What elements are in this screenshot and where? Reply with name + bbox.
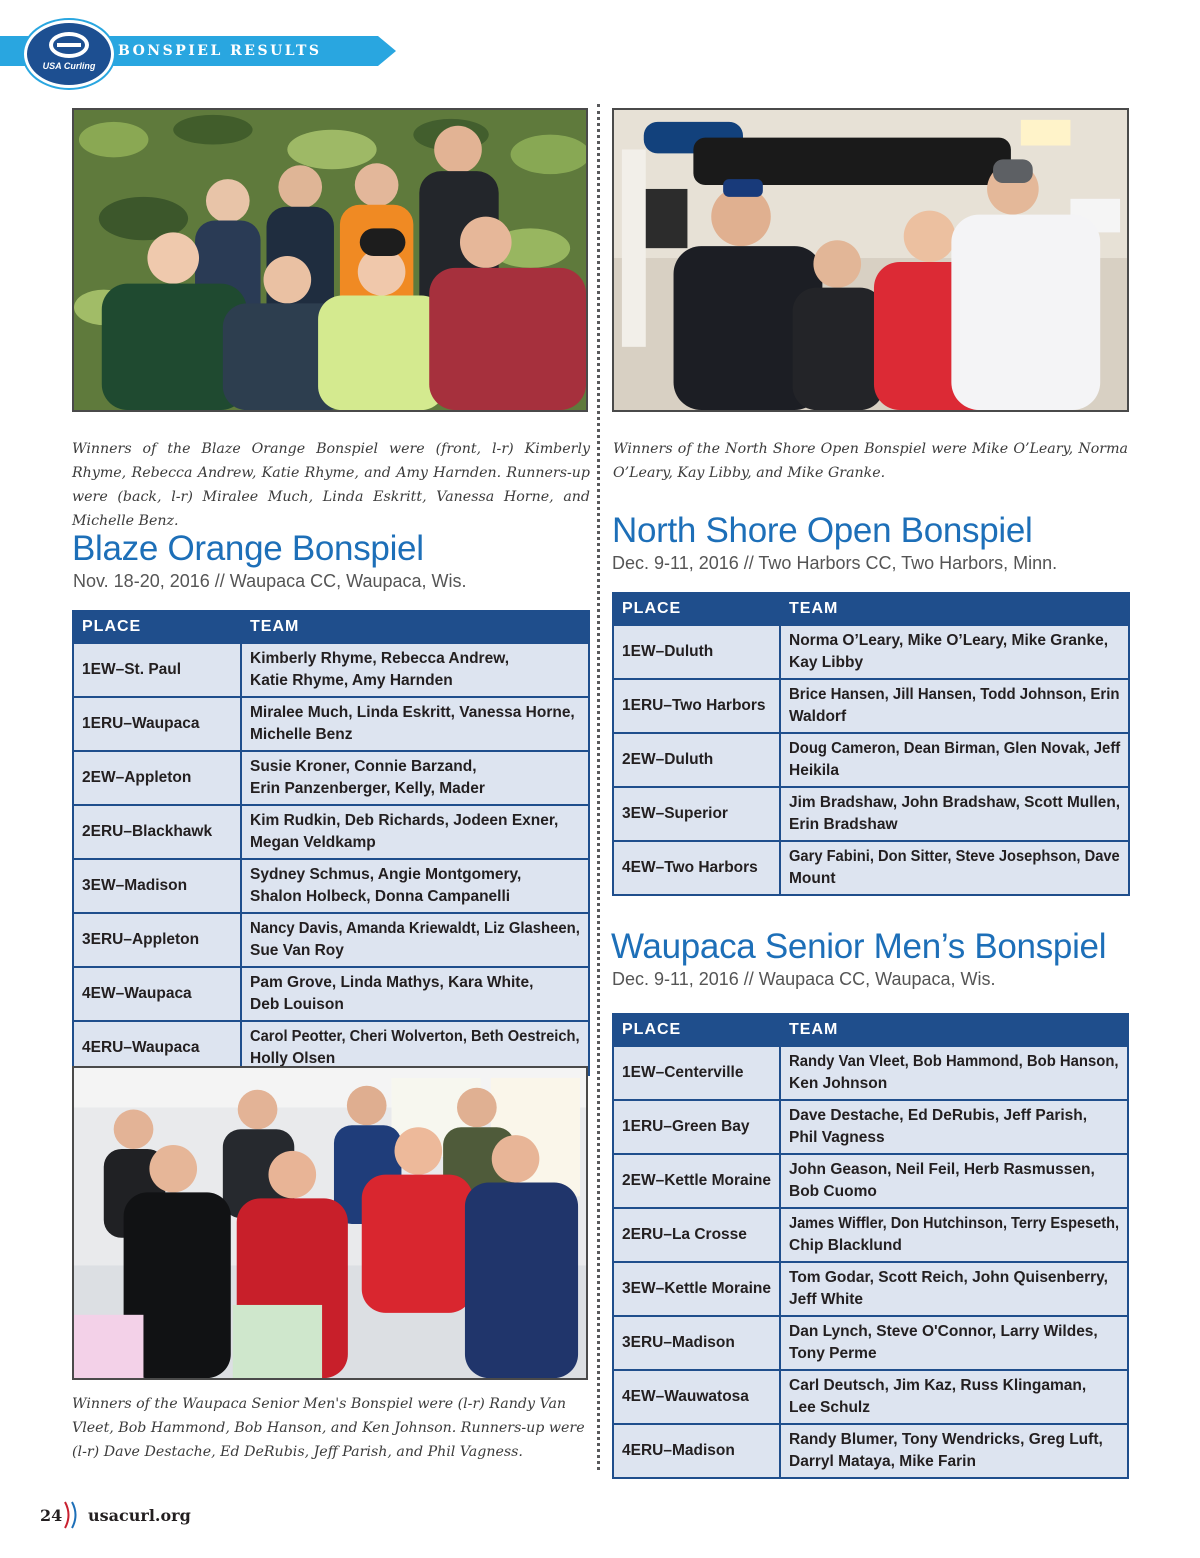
team-cell xyxy=(780,1208,1128,1262)
column-divider xyxy=(597,104,600,1470)
table-row xyxy=(73,913,589,967)
table-row xyxy=(613,679,1129,733)
team-cell xyxy=(780,1154,1128,1208)
team-line: Brice Hansen, Jill Hansen, Todd Johnson, Erin xyxy=(789,686,1120,703)
table-row xyxy=(613,625,1129,679)
waupaca-senior-results-table xyxy=(612,1013,1129,1479)
team-cell xyxy=(241,913,589,967)
table-row xyxy=(613,1370,1128,1424)
team-column-header: TEAM xyxy=(780,1014,1128,1046)
team-line: Tony Perme xyxy=(789,1345,877,1362)
table-row xyxy=(613,733,1129,787)
team-line: Doug Cameron, Dean Birman, Glen Novak, Jeff xyxy=(789,740,1121,757)
table-row xyxy=(73,697,589,751)
team-cell xyxy=(241,697,589,751)
table-row xyxy=(613,787,1129,841)
place-cell: 2EW–Kettle Moraine xyxy=(613,1154,780,1208)
blaze-orange-subtitle: Nov. 18-20, 2016 // Waupaca CC, Waupaca, Wis. xyxy=(73,571,467,591)
table-row xyxy=(613,841,1129,895)
table-row xyxy=(73,859,589,913)
team-line: Carl Deutsch, Jim Kaz, Russ Klingaman, xyxy=(789,1377,1087,1394)
team-line: James Wiffler, Don Hutchinson, Terry Espeseth, xyxy=(789,1215,1120,1232)
team-line: Mount xyxy=(789,870,836,887)
team-cell xyxy=(780,1424,1128,1478)
logo-text: USA Curling xyxy=(42,61,96,71)
blaze-orange-results-table xyxy=(72,610,590,1076)
team-line: Deb Louison xyxy=(250,996,344,1013)
team-line: Megan Veldkamp xyxy=(250,834,376,851)
table-row xyxy=(613,1424,1128,1478)
team-column-header: TEAM xyxy=(780,593,1129,625)
team-cell xyxy=(241,751,589,805)
team-line: Chip Blacklund xyxy=(789,1237,902,1254)
place-cell: 4EW–Wauwatosa xyxy=(613,1370,780,1424)
north-shore-photo xyxy=(612,108,1129,412)
usa-curling-logo[interactable] xyxy=(24,20,114,88)
place-cell: 1EW–Duluth xyxy=(613,625,780,679)
team-cell xyxy=(780,1046,1128,1100)
team-line: Ken Johnson xyxy=(789,1075,888,1092)
team-cell xyxy=(780,1262,1128,1316)
table-row xyxy=(613,1262,1128,1316)
team-line: Miralee Much, Linda Eskritt, Vanessa Horne, xyxy=(250,704,575,721)
team-cell xyxy=(241,643,589,697)
place-column-header: PLACE xyxy=(613,593,780,625)
team-cell xyxy=(780,1370,1128,1424)
team-line: Katie Rhyme, Amy Harnden xyxy=(250,672,453,689)
team-cell xyxy=(780,1316,1128,1370)
team-line: Dan Lynch, Steve O'Connor, Larry Wildes, xyxy=(789,1323,1098,1340)
team-line: Susie Kroner, Connie Barzand, xyxy=(250,758,477,775)
place-cell: 3EW–Kettle Moraine xyxy=(613,1262,780,1316)
waupaca-senior-title: Waupaca Senior Men’s Bonspiel xyxy=(611,927,1107,966)
place-cell: 2EW–Duluth xyxy=(613,733,780,787)
place-cell: 1ERU–Green Bay xyxy=(613,1100,780,1154)
footer-bracket-icon xyxy=(62,1500,82,1530)
blaze-orange-photo xyxy=(72,108,588,412)
team-line: Jim Bradshaw, John Bradshaw, Scott Mullen, xyxy=(789,794,1121,811)
place-cell: 3ERU–Appleton xyxy=(73,913,241,967)
team-line: Norma O’Leary, Mike O’Leary, Mike Granke, xyxy=(789,632,1109,649)
section-label: BONSPIEL RESULTS xyxy=(118,43,322,59)
blaze-orange-caption: Winners of the Blaze Orange Bonspiel were (front, l-r) Kimberly Rhyme, Rebecca Andrew, Katie Rhyme, and Amy Harnden. Runners-up were (back, l-r) Miralee Much, Linda Eskritt, Vanessa Horne, and Michelle Benz. xyxy=(72,441,590,529)
team-line: Randy Van Vleet, Bob Hammond, Bob Hanson, xyxy=(789,1053,1119,1070)
team-cell xyxy=(241,859,589,913)
table-header-row xyxy=(73,611,589,643)
team-line: Randy Blumer, Tony Wendricks, Greg Luft, xyxy=(789,1431,1103,1448)
team-line: Nancy Davis, Amanda Kriewaldt, Liz Glasheen, xyxy=(250,920,580,937)
team-line: Carol Peotter, Cheri Wolverton, Beth Oestreich, xyxy=(250,1028,580,1045)
north-shore-title: North Shore Open Bonspiel xyxy=(612,511,1033,550)
blaze-orange-title: Blaze Orange Bonspiel xyxy=(72,529,424,568)
table-row xyxy=(613,1208,1128,1262)
team-line: John Geason, Neil Feil, Herb Rasmussen, xyxy=(789,1161,1095,1178)
table-row xyxy=(613,1046,1128,1100)
table-row xyxy=(73,967,589,1021)
table-header-row xyxy=(613,1014,1128,1046)
place-column-header: PLACE xyxy=(613,1014,780,1046)
place-cell: 1ERU–Two Harbors xyxy=(613,679,780,733)
team-cell xyxy=(780,679,1129,733)
place-cell: 1ERU–Waupaca xyxy=(73,697,241,751)
team-line: Phil Vagness xyxy=(789,1129,885,1146)
place-cell: 2ERU–La Crosse xyxy=(613,1208,780,1262)
team-line: Kay Libby xyxy=(789,654,864,671)
table-row xyxy=(613,1316,1128,1370)
team-cell xyxy=(780,787,1129,841)
waupaca-senior-subtitle: Dec. 9-11, 2016 // Waupaca CC, Waupaca, Wis. xyxy=(612,969,996,989)
place-column-header: PLACE xyxy=(73,611,241,643)
place-cell: 3ERU–Madison xyxy=(613,1316,780,1370)
team-line: Shalon Holbeck, Donna Campanelli xyxy=(250,888,511,905)
team-line: Pam Grove, Linda Mathys, Kara White, xyxy=(250,974,534,991)
team-line: Darryl Mataya, Mike Farin xyxy=(789,1453,976,1470)
table-row xyxy=(613,1100,1128,1154)
website-link[interactable]: usacurl.org xyxy=(88,1506,191,1525)
table-row xyxy=(613,1154,1128,1208)
team-line: Erin Bradshaw xyxy=(789,816,898,833)
north-shore-caption: Winners of the North Shore Open Bonspiel were Mike O’Leary, Norma O’Leary, Kay Libby, and Mike Granke. xyxy=(613,441,1128,481)
north-shore-subtitle: Dec. 9-11, 2016 // Two Harbors CC, Two Harbors, Minn. xyxy=(612,553,1058,573)
waupaca-senior-photo xyxy=(72,1066,588,1380)
place-cell: 3EW–Madison xyxy=(73,859,241,913)
place-cell: 3EW–Superior xyxy=(613,787,780,841)
team-line: Michelle Benz xyxy=(250,726,353,743)
table-row xyxy=(73,643,589,697)
team-cell xyxy=(780,625,1129,679)
place-cell: 2EW–Appleton xyxy=(73,751,241,805)
place-cell: 1EW–Centerville xyxy=(613,1046,780,1100)
team-line: Sue Van Roy xyxy=(250,942,344,959)
table-row xyxy=(73,751,589,805)
team-cell xyxy=(780,841,1129,895)
page-number: 24 xyxy=(40,1506,63,1525)
team-cell xyxy=(780,1100,1128,1154)
team-line: Bob Cuomo xyxy=(789,1183,877,1200)
team-line: Holly Olsen xyxy=(250,1050,336,1067)
place-cell: 4ERU–Madison xyxy=(613,1424,780,1478)
team-column-header: TEAM xyxy=(241,611,589,643)
table-header-row xyxy=(613,593,1129,625)
place-cell: 2ERU–Blackhawk xyxy=(73,805,241,859)
waupaca-senior-caption: Winners of the Waupaca Senior Men's Bonspiel were (l-r) Randy Van Vleet, Bob Hammond, Bob Hanson, and Ken Johnson. Runners-up were (l-r) Dave Destache, Ed DeRubis, Jeff Parish, and Phil Vagness. xyxy=(72,1396,585,1460)
team-cell xyxy=(241,967,589,1021)
team-line: Lee Schulz xyxy=(789,1399,870,1416)
place-cell: 4EW–Two Harbors xyxy=(613,841,780,895)
team-cell xyxy=(780,733,1129,787)
team-line: Heikila xyxy=(789,762,839,779)
table-row xyxy=(73,805,589,859)
team-line: Waldorf xyxy=(789,708,847,725)
team-cell xyxy=(241,805,589,859)
team-line: Sydney Schmus, Angie Montgomery, xyxy=(250,866,522,883)
team-line: Erin Panzenberger, Kelly, Mader xyxy=(250,780,485,797)
place-cell: 4ERU–Waupaca xyxy=(73,1021,241,1075)
north-shore-results-table xyxy=(612,592,1130,896)
place-cell: 4EW–Waupaca xyxy=(73,967,241,1021)
curling-stone-icon xyxy=(49,32,89,58)
team-line: Jeff White xyxy=(789,1291,864,1308)
team-line: Dave Destache, Ed DeRubis, Jeff Parish, xyxy=(789,1107,1088,1124)
team-line: Tom Godar, Scott Reich, John Quisenberry, xyxy=(789,1269,1108,1286)
team-line: Gary Fabini, Don Sitter, Steve Josephson, Dave xyxy=(789,848,1120,865)
team-line: Kim Rudkin, Deb Richards, Jodeen Exner, xyxy=(250,812,559,829)
place-cell: 1EW–St. Paul xyxy=(73,643,241,697)
team-line: Kimberly Rhyme, Rebecca Andrew, xyxy=(250,650,509,667)
